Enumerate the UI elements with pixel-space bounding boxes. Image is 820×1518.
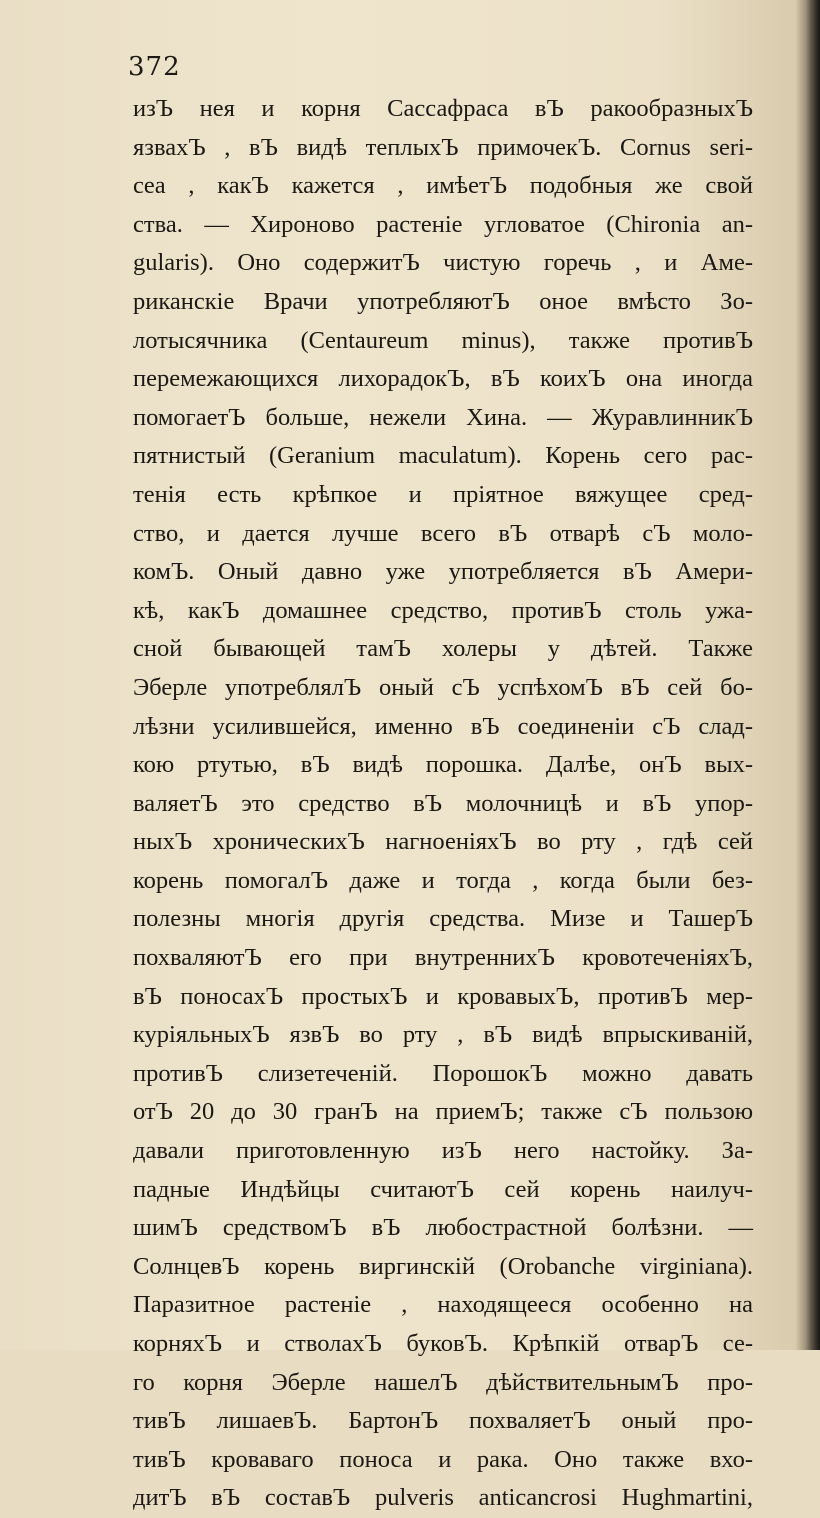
text-line: похваляютЪ его при внутреннихЪ кровотеченіяхЪ, <box>133 944 753 972</box>
text-line: ства. — Хироново растеніе угловатое (Chironia an- <box>133 210 753 238</box>
text-line: вЪ поносахЪ простыхЪ и кровавыхЪ, противЪ мер- <box>133 982 753 1010</box>
text-line: комЪ. Оный давно уже употребляется вЪ Амери- <box>133 558 753 586</box>
text-line: риканскіе Врачи употребляютЪ оное вмѣсто Зо- <box>133 287 753 315</box>
text-line: корняхЪ и стволахЪ буковЪ. Крѣпкій отварЪ се- <box>133 1330 753 1357</box>
text-line: кою ртутью, вЪ видѣ порошка. Далѣе, онЪ вых- <box>133 751 753 779</box>
text-line: язвахЪ , вЪ видѣ теплыхЪ примочекЪ. Cornus seri- <box>133 133 753 161</box>
text-line: СолнцевЪ корень виргинскій (Orobanche virginiana). <box>133 1252 753 1280</box>
text-line: cea , какЪ кажется , имѣетЪ подобныя же свой <box>133 172 753 200</box>
text-line: тенія есть крѣпкое и пріятное вяжущее сред- <box>133 480 753 508</box>
text-line: перемежающихся лихорадокЪ, вЪ коихЪ она иногда <box>133 365 753 393</box>
text-line: го корня Эберле нашелЪ дѣйствительнымЪ про- <box>133 1368 753 1396</box>
body-text <box>133 90 753 1518</box>
text-line: Эберле употреблялЪ оный сЪ успѣхомЪ вЪ сей бо- <box>133 673 753 701</box>
text-line: ныхЪ хроническихЪ нагноеніяхЪ во рту , гдѣ сей <box>133 828 753 856</box>
text-line: ство, и дается лучше всего вЪ отварѣ сЪ моло- <box>133 519 753 547</box>
text-line: куріяльныхЪ язвЪ во рту , вЪ видѣ впрыскиваній, <box>133 1021 753 1049</box>
text-line: лотысячника (Centaureum minus), также противЪ <box>133 326 753 354</box>
text-line: корень помогалЪ даже и тогда , когда были без- <box>133 866 753 894</box>
text-line: отЪ 20 до 30 гранЪ на приемЪ; также сЪ пользою <box>133 1098 753 1126</box>
text-line: противЪ слизетеченій. ПорошокЪ можно давать <box>133 1059 753 1087</box>
text-line: пятнистый (Geranium maculatum). Корень сего рас- <box>133 442 753 470</box>
text-line: сной бывающей тамЪ холеры у дѣтей. Также <box>133 635 753 663</box>
text-line: шимЪ средствомЪ вЪ любострастной болѣзни. — <box>133 1214 753 1242</box>
page-number: 372 <box>128 52 181 82</box>
text-line: помогаетЪ больше, нежели Хина. — ЖуравлинникЪ <box>133 403 753 431</box>
text-line: кѣ, какЪ домашнее средство, противЪ столь ужа- <box>133 596 753 624</box>
text-line: полезны многія другія средства. Мизе и ТашерЪ <box>133 905 753 933</box>
text-line: gularis). Оно содержитЪ чистую горечь , и Аме- <box>133 249 753 277</box>
text-line: дитЪ вЪ составЪ pulveris anticancrosi Hughmartini, <box>133 1484 753 1512</box>
page-edge-shadow <box>806 0 820 1350</box>
text-line: давали приготовленную изЪ него настойку. За- <box>133 1137 753 1165</box>
text-line: падные Индѣйцы считаютЪ сей корень наилуч- <box>133 1175 753 1203</box>
text-line: валяетЪ это средство вЪ молочницѣ и вЪ упор- <box>133 789 753 817</box>
text-line: тивЪ кроваваго поноса и рака. Оно также вхо- <box>133 1445 753 1473</box>
text-line: Паразитное растеніе , находящееся особенно на <box>133 1291 753 1319</box>
text-line: изЪ нея и корня Сассафраса вЪ ракообразныхЪ <box>133 95 753 122</box>
text-line: лѣзни усилившейся, именно вЪ соединеніи сЪ слад- <box>133 712 753 740</box>
text-line: тивЪ лишаевЪ. БартонЪ похваляетЪ оный про- <box>133 1407 753 1435</box>
